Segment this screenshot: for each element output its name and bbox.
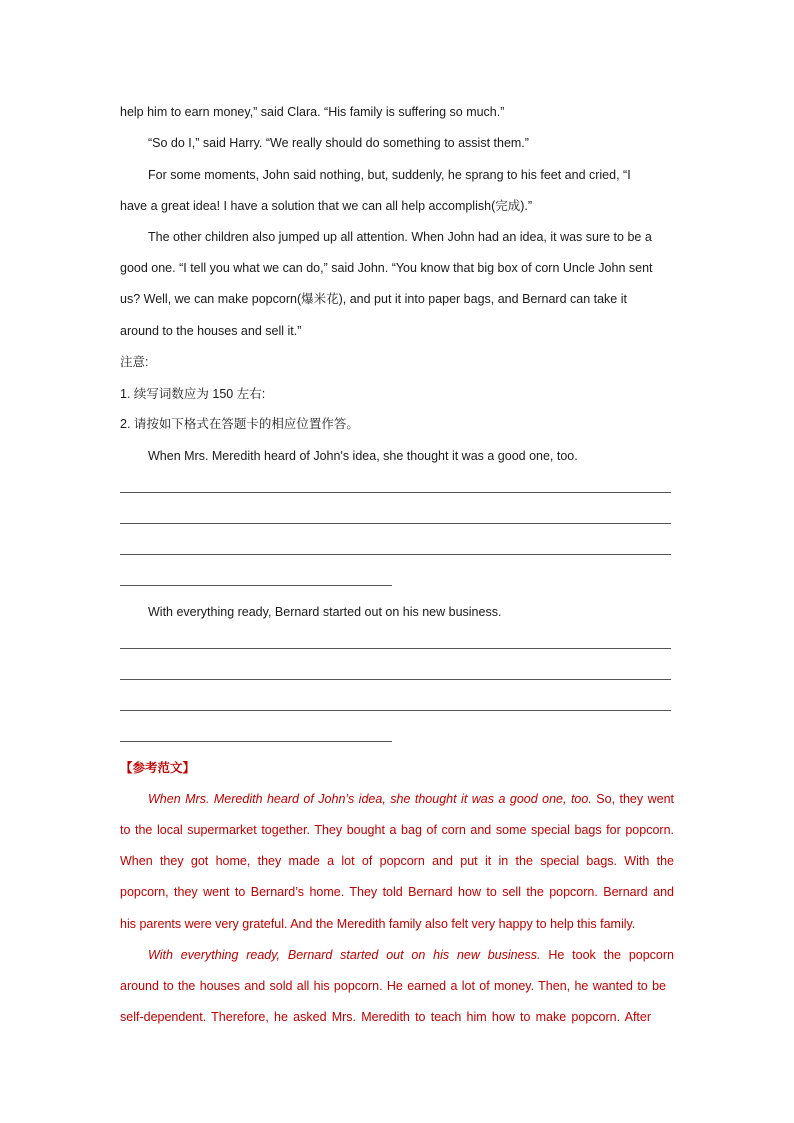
story-line-8: around to the houses and sell it.” — [120, 324, 302, 338]
answer-line — [120, 648, 671, 649]
answer-line — [120, 523, 671, 524]
prompt-2: With everything ready, Bernard started out on his new business. — [148, 605, 502, 619]
notes-item-1: 1. 续写词数应为 150 左右: — [120, 387, 266, 401]
story-line-3: For some moments, John said nothing, but, suddenly, he sprang to his feet and cried, “I — [148, 168, 631, 182]
story-line-2: “So do I,” said Harry. “We really should do something to assist them.” — [148, 136, 529, 150]
answer-line — [120, 554, 671, 555]
reference-para2-italic: With everything ready, Bernard started out on his new business. — [148, 948, 541, 962]
notes-item-2: 2. 请按如下格式在答题卡的相应位置作答。 — [120, 417, 359, 431]
story-line-5: The other children also jumped up all attention. When John had an idea, it was sure to be a — [148, 230, 652, 244]
notes-heading: 注意: — [120, 355, 149, 369]
reference-para2-line-3: self-dependent. Therefore, he asked Mrs. Meredith to teach him how to make popcorn. After — [120, 1010, 651, 1024]
reference-heading: 【参考范文】 — [120, 761, 196, 775]
reference-para1-line-2: to the local supermarket together. They bought a bag of corn and some special bags for popcorn. — [120, 823, 674, 837]
answer-line — [120, 679, 671, 680]
answer-line — [120, 585, 392, 586]
story-line-4: have a great idea! I have a solution that we can all help accomplish(完成).” — [120, 199, 533, 213]
reference-para1-line-5: his parents were very grateful. And the Meredith family also felt very happy to help this family. — [120, 917, 636, 931]
answer-line — [120, 492, 671, 493]
reference-para2-line-2: around to the houses and sold all his popcorn. He earned a lot of money. Then, he wanted to be — [120, 979, 666, 993]
reference-para1-rest: So, they went — [591, 792, 675, 806]
prompt-1: When Mrs. Meredith heard of John's idea, she thought it was a good one, too. — [148, 449, 578, 463]
reference-para1-line-1 — [148, 791, 674, 807]
story-line-7: us? Well, we can make popcorn(爆米花), and put it into paper bags, and Bernard can take it — [120, 292, 627, 306]
reference-para1-line-3: When they got home, they made a lot of popcorn and put it in the special bags. With the — [120, 854, 674, 868]
story-line-6: good one. “I tell you what we can do,” said John. “You know that big box of corn Uncle John sent — [120, 261, 653, 275]
reference-para2-line-1 — [148, 947, 674, 963]
story-line-1: help him to earn money,” said Clara. “His family is suffering so much.” — [120, 105, 505, 119]
answer-line — [120, 710, 671, 711]
reference-para2-rest: He took the popcorn — [540, 948, 675, 962]
reference-para1-italic: When Mrs. Meredith heard of John’s idea, she thought it was a good one, too. — [148, 792, 592, 806]
reference-para1-line-4: popcorn, they went to Bernard’s home. They told Bernard how to sell the popcorn. Bernard and — [120, 885, 674, 899]
answer-line — [120, 741, 392, 742]
